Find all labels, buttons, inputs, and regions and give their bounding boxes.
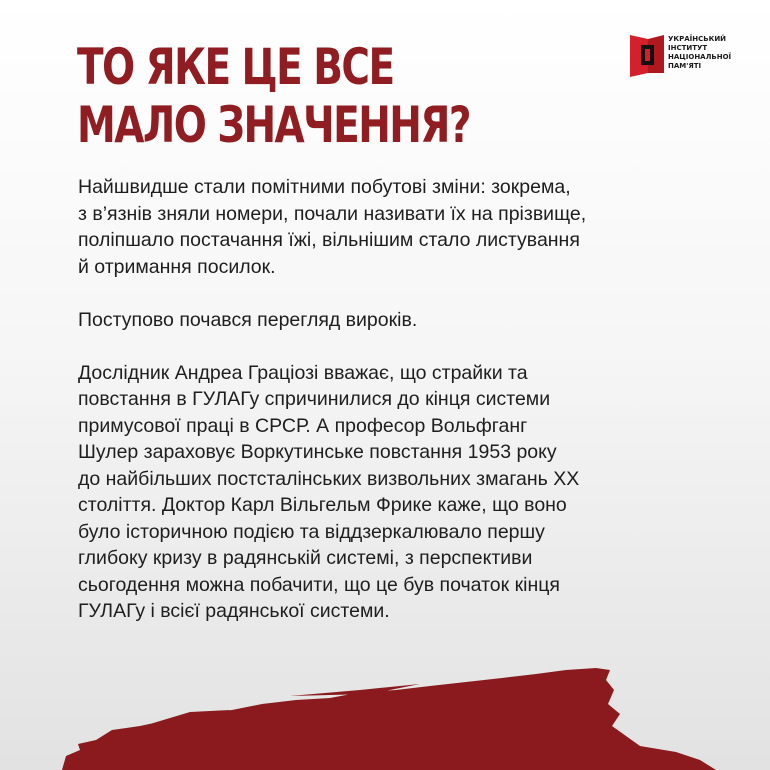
title-line: МАЛО ЗНАЧЕННЯ? [77, 96, 470, 154]
text-line: століття. Доктор Карл Вільгельм Фрике каже, що воно [78, 494, 567, 516]
paragraph-sentence-review [78, 307, 718, 334]
text-line: було історичною подією та віддзеркалювало першу [78, 520, 545, 543]
logo-line: ПАМ'ЯТІ [668, 62, 702, 70]
institute-logo [630, 33, 750, 79]
logo-line: ІНСТИТУТ [668, 44, 708, 52]
text-line: сьогодення можна побачити, що це був початок кінця [78, 573, 560, 596]
text-line: повстання в ГУЛАГу спричинилися до кінця системи [78, 388, 551, 410]
text-line: глибоку кризу в радянській системі, з перспективи [78, 547, 533, 569]
text-line: й отримання посилок. [78, 255, 276, 278]
institute-logo-text [668, 35, 731, 71]
paragraph-historians [78, 360, 718, 625]
title-line: ТО ЯКЕ ЦЕ ВСЕ [77, 38, 394, 96]
page-title [77, 38, 483, 154]
text-line: до найбільших постсталінських визвольних змагань XX [78, 467, 580, 490]
logo-line: УКРАЇНСЬКИЙ [668, 35, 727, 43]
text-line: Шулер зараховує Воркутинське повстання 1953 року [78, 441, 557, 463]
brush-stroke-shape [62, 668, 716, 770]
text-line: Найшвидше стали помітними побутові зміни: зокрема, [78, 176, 571, 198]
text-line: примусової праці в СРСР. А професор Вольфганг [78, 414, 528, 437]
text-line: Дослідник Андреа Граціозі вважає, що страйки та [78, 361, 528, 384]
institute-logo-icon [630, 33, 666, 77]
text-line: ГУЛАГу і всієї радянської системи. [78, 600, 390, 622]
brush-stroke-decoration [0, 660, 770, 770]
logo-line: НАЦІОНАЛЬНОЇ [668, 53, 732, 61]
paragraph-everyday-changes [78, 174, 718, 280]
text-line: Поступово почався перегляд вироків. [78, 308, 418, 331]
article-body [78, 174, 718, 651]
text-line: з в’язнів зняли номери, почали називати їх на прізвище, [78, 202, 587, 225]
text-line: поліпшало постачання їжі, вільнішим стало листування [78, 229, 580, 251]
